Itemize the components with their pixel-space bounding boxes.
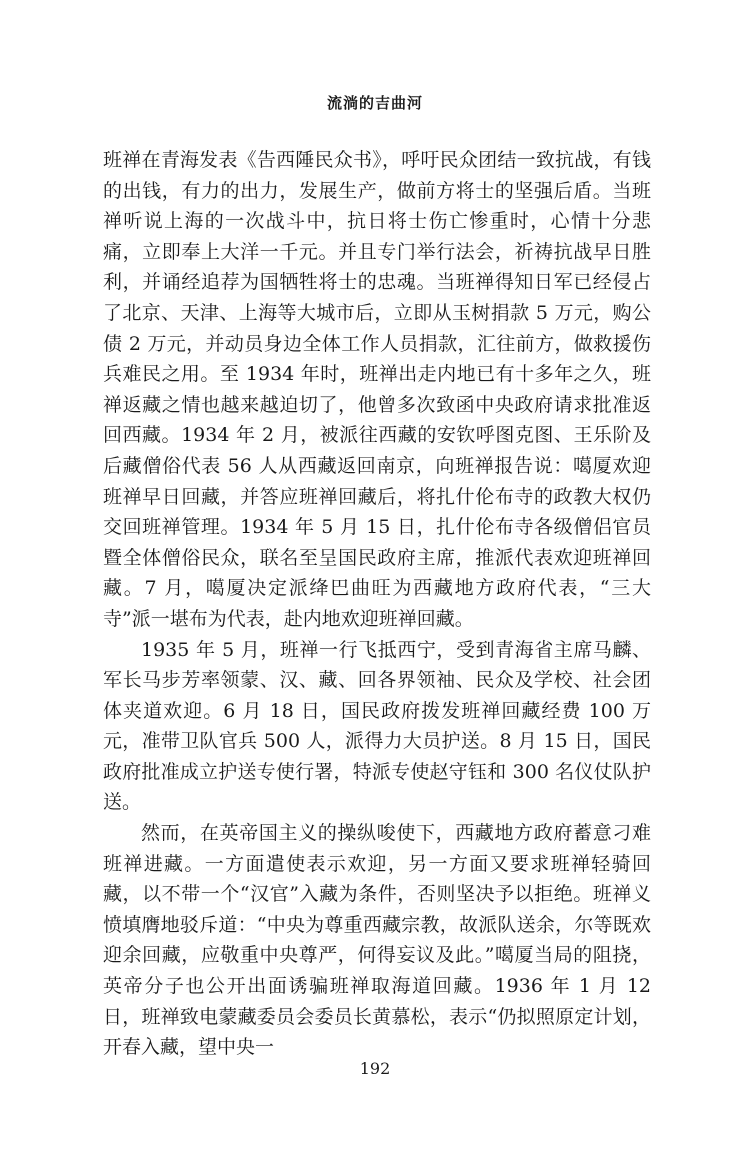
body-text <box>103 145 651 1063</box>
page-number: 192 <box>359 1059 391 1078</box>
paragraph: 1935 年 5 月，班禅一行飞抵西宁，受到青海省主席马麟、军长马步芳率领蒙、汉、藏、回各界领袖、民众及学校、社会团体夹道欢迎。6 月 18 日，国民政府拨发班禅回藏经费 100 万元，准带卫队官兵 500 人，派得力大员护送。8 月 15 日，国民政府批准成立护送专使行署，特派专使赵守钰和 300 名仪仗队护送。 <box>103 638 651 814</box>
paragraph-continuation: 班禅在青海发表《告西陲民众书》，呼吁民众团结一致抗战，有钱的出钱，有力的出力，发展生产，做前方将士的坚强后盾。当班禅听说上海的一次战斗中，抗日将士伤亡惨重时，心情十分悲痛，立即奉上大洋一千元。并且专门举行法会，祈祷抗战早日胜利，并诵经追荐为国牺牲将士的忠魂。当班禅得知日军已经侵占了北京、天津、上海等大城市后，立即从玉树捐款 5 万元，购公债 2 万元，并动员身边全体工作人员捐款，汇往前方，做救援伤兵难民之用。至 1934 年时，班禅出走内地已有十多年之久，班禅返藏之情也越来越迫切了，他曾多次致函中央政府请求批准返回西藏。1934 年 2 月，被派往西藏的安钦呼图克图、王乐阶及后藏僧俗代表 56 人从西藏返回南京，向班禅报告说：噶厦欢迎班禅早日回藏，并答应班禅回藏后，将扎什伦布寺的政教大权仍交回班禅管理。1934 年 5 月 15 日，扎什伦布寺各级僧侣官员暨全体僧俗民众，联名至呈国民政府主席，推派代表欢迎班禅回藏。7 月，噶厦决定派绛巴曲旺为西藏地方政府代表，“三大寺”派一堪布为代表，赴内地欢迎班禅回藏。 <box>103 149 651 630</box>
paragraph: 然而，在英帝国主义的操纵唆使下，西藏地方政府蓄意刁难班禅进藏。一方面遣使表示欢迎，另一方面又要求班禅轻骑回藏，以不带一个“汉官”入藏为条件，否则坚决予以拒绝。班禅义愤填膺地驳斥道：“中央为尊重西藏宗教，故派队送余，尔等既欢迎余回藏，应敬重中央尊严，何得妄议及此。”噶厦当局的阻挠，英帝分子也公开出面诱骗班禅取海道回藏。1936 年 1 月 12 日，班禅致电蒙藏委员会委员长黄慕松，表示“仍拟照原定计划，开春入藏，望中央一 <box>103 822 651 1059</box>
running-head: 流淌的吉曲河 <box>326 94 423 112</box>
